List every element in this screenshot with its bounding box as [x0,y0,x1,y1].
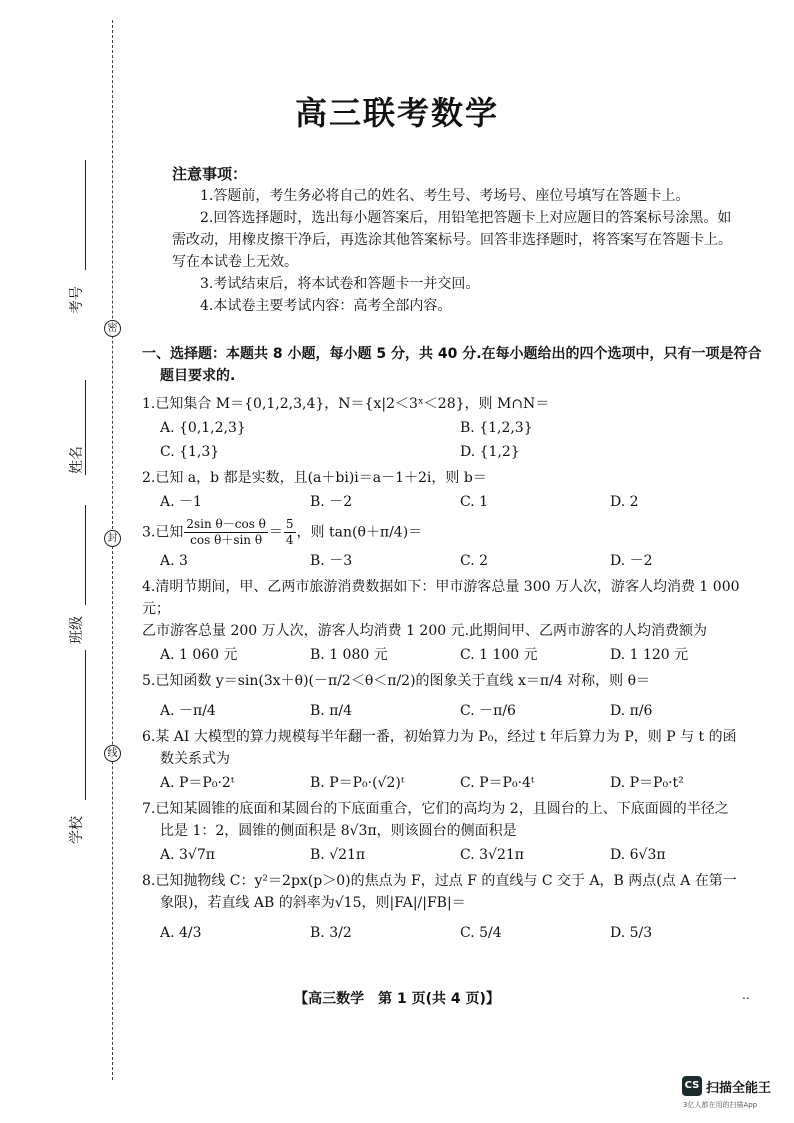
options-row [142,491,762,513]
question-stem-cont: 乙市游客总量 200 万人次，游客人均消费 1 200 元.此期间甲、乙两市游客的人均消费额为 [142,623,708,639]
binding-dashed-line [112,20,113,1080]
q3-ratio-num: 5 [285,517,294,531]
option-c: C. P＝P₀·4ᵗ [460,775,535,791]
question-1 [142,393,762,463]
question-stem: 1.已知集合 M＝{0,1,2,3,4}，N＝{x|2＜3ˣ＜28}，则 M∩N＝ [142,396,550,412]
side-label-name: 姓名 [69,446,85,474]
option-d: D. P＝P₀·t² [610,775,684,791]
question-stem: 7.已知某圆锥的底面和某圆台的下底面重合，它们的高均为 2，且圆台的上、下底面圆的半径之 [142,801,729,817]
option-c: C. 1 [460,494,489,510]
option-b: B. －3 [310,553,353,569]
option-c: C. 1 100 元 [460,647,538,663]
option-b: B. 1 080 元 [310,647,388,663]
options-row [142,700,762,722]
section-heading-line2: 题目要求的. [160,368,236,384]
notice-item: 3.考试结束后，将本试卷和答题卡一并交回。 [200,276,480,292]
option-c: C. {1,3} [160,444,220,460]
option-a: A. {0,1,2,3} [160,420,246,436]
scanner-logo-icon: CS [682,1076,702,1096]
option-b: B. {1,2,3} [460,420,533,436]
option-d: D. －2 [610,553,653,569]
option-d: D. 5/3 [610,925,653,941]
option-b: B. －2 [310,494,353,510]
side-label-class: 班级 [69,616,85,644]
options-row [142,550,762,572]
question-stem-cont: 象限)，若直线 AB 的斜率为√15，则|FA|/|FB|＝ [160,895,466,911]
option-d: D. 2 [610,494,639,510]
option-a: A. 1 060 元 [160,647,238,663]
side-label-school: 学校 [69,816,85,844]
q3-ratio [284,517,296,548]
question-stem: 5.已知函数 y＝sin(3x＋θ)(－π/2＜θ＜π/2)的图象关于直线 x＝π/4 对称，则 θ＝ [142,673,651,689]
question-8 [142,870,762,944]
scanner-brand [682,1076,771,1096]
option-b: B. π/4 [310,703,353,719]
notice-item: 4.本试卷主要考试内容：高考全部内容。 [200,298,452,314]
question-7 [142,798,762,866]
option-a: A. 3 [160,553,188,569]
q3-fraction-num: 2sin θ－cos θ [186,517,266,531]
options-row [142,441,762,463]
footer-dots: .. [742,988,750,1002]
notice-heading: 注意事项： [172,165,248,183]
option-d: D. {1,2} [460,444,520,460]
option-a: A. －π/4 [160,703,216,719]
option-c: C. 3√21π [460,847,524,863]
section-heading [142,343,762,387]
side-label-exam-number: 考号 [69,286,85,314]
option-a: A. 4/3 [160,925,202,941]
seal-char-feng: 封 [104,530,121,547]
scanner-brand-name: 扫描全能王 [706,1080,772,1096]
question-4 [142,576,762,666]
options-row [142,844,762,866]
school-underline [85,650,86,800]
seal-char-xian: 线 [104,745,121,762]
notice-item: 2.回答选择题时，选出每小题答案后，用铅笔把答题卡上对应题目的答案标号涂黑。如需改动，用橡皮擦干净后，再选涂其他答案标号。回答非选择题时，将答案写在答题卡上。写在本试卷上无效。 [172,210,732,270]
option-a: A. P＝P₀·2ᵗ [160,775,235,791]
question-stem-cont: 比是 1：2，圆锥的侧面积是 8√3π，则该圆台的侧面积是 [160,823,517,839]
class-underline [85,505,86,605]
option-b: B. P＝P₀·(√2)ᵗ [310,775,405,791]
section-heading-line1: 一、选择题：本题共 8 小题，每小题 5 分，共 40 分.在每小题给出的四个选项中，只有一项是符合 [142,346,762,362]
seal-char-mi: 密 [104,320,121,337]
scanner-brand-slogan: 3亿人都在用的扫描App [683,1101,758,1109]
page-title: 高三联考数学 [294,94,499,132]
q3-fraction [184,517,268,548]
option-c: C. 2 [460,553,489,569]
option-a: A. 3√7π [160,847,215,863]
option-c: C. －π/6 [460,703,516,719]
option-a: A. －1 [160,494,202,510]
q3-prefix: 3.已知 [142,524,184,541]
options-row [142,417,762,439]
notice-item: 1.答题前，考生务必将自己的姓名、考生号、考场号、座位号填写在答题卡上。 [200,188,690,204]
option-d: D. 6√3π [610,847,666,863]
exam-number-underline [85,160,86,270]
question-stem: 4.清明节期间，甲、乙两市旅游消费数据如下：甲市游客总量 300 万人次，游客人均消费 1 000 元； [142,579,740,617]
options-row [142,772,762,794]
option-b: B. 3/2 [310,925,352,941]
question-stem [142,517,762,548]
notice-block [172,163,732,317]
option-b: B. √21π [310,847,366,863]
question-stem: 8.已知抛物线 C：y²＝2px(p＞0)的焦点为 F，过点 F 的直线与 C 交于 A，B 两点(点 A 在第一 [142,873,737,889]
option-c: C. 5/4 [460,925,502,941]
q3-ratio-den: 4 [285,533,294,547]
options-row [142,644,762,666]
q3-fraction-den: cos θ＋sin θ [190,533,263,547]
option-d: D. π/6 [610,703,653,719]
question-6 [142,726,762,794]
question-2 [142,467,762,513]
question-5 [142,670,762,722]
question-3 [142,517,762,572]
question-stem: 6.某 AI 大模型的算力规模每半年翻一番，初始算力为 P₀，经过 t 年后算力为 P，则 P 与 t 的函 [142,729,737,745]
question-stem: 2.已知 a，b 都是实数，且(a＋bi)i＝a－1＋2i，则 b＝ [142,470,487,486]
question-section [142,343,762,944]
option-d: D. 1 120 元 [610,647,689,663]
page-footer: 【高三数学 第 1 页(共 4 页)】 [294,991,500,1007]
q3-equals: ＝ [268,524,283,541]
question-stem-cont: 数关系式为 [160,751,230,767]
q3-suffix: ，则 tan(θ＋π/4)＝ [296,524,423,541]
options-row [142,922,762,944]
